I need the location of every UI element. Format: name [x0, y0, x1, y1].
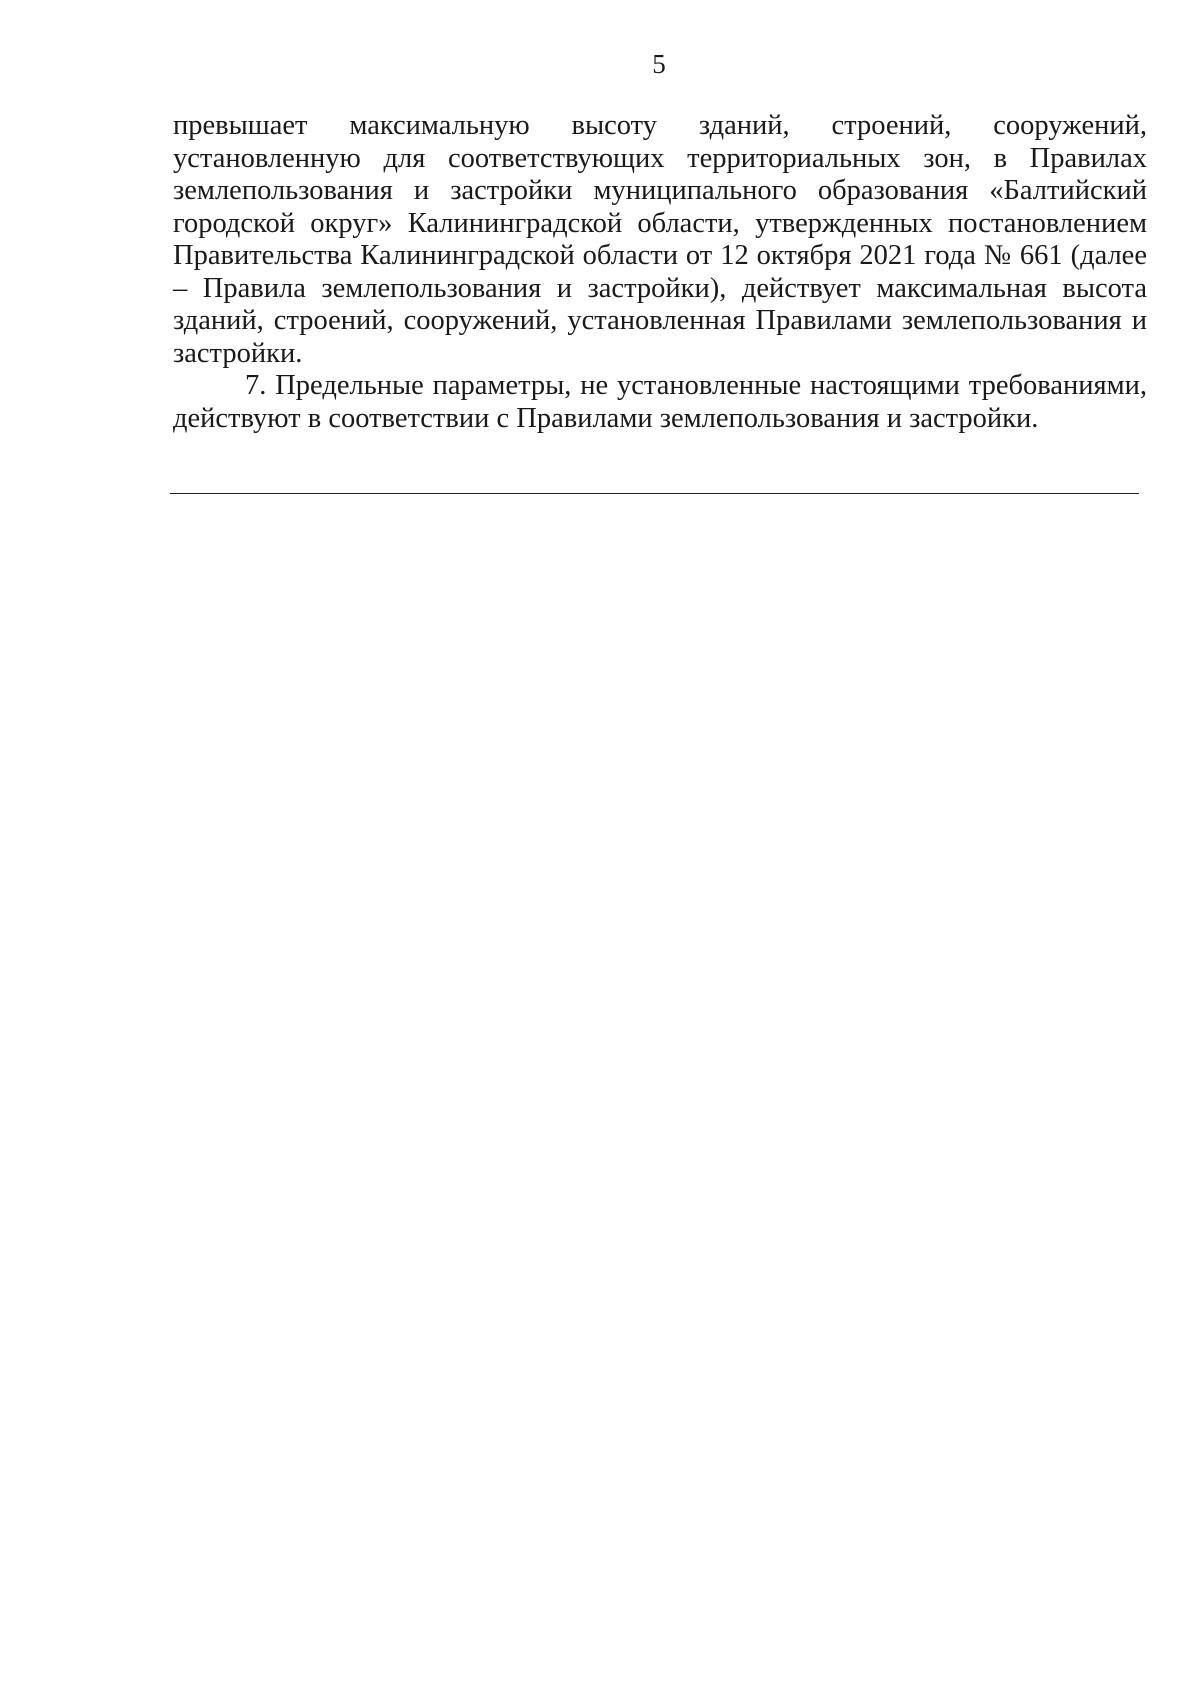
paragraph-continued: превышает максимальную высоту зданий, строений, сооружений, установленную для соответствующих территориальных зон, в Правилах землепользования и застройки муниципального образования «Балтийский городской округ» Калининградской области, утвержденных постановлением Правительства Калининградской области от 12 октября 2021 года № 661 (далее – Правила землепользования и застройки), действует максимальная высота зданий, строений, сооружений, установленная Правилами землепользования и застройки. — [173, 110, 1147, 369]
document-body — [173, 110, 1147, 435]
page-number: 5 — [652, 49, 666, 79]
closing-rule — [170, 493, 1139, 494]
paragraph-7: 7. Предельные параметры, не установленные настоящими требованиями, действуют в соответствии с Правилами землепользования и застройки. — [173, 370, 1147, 434]
